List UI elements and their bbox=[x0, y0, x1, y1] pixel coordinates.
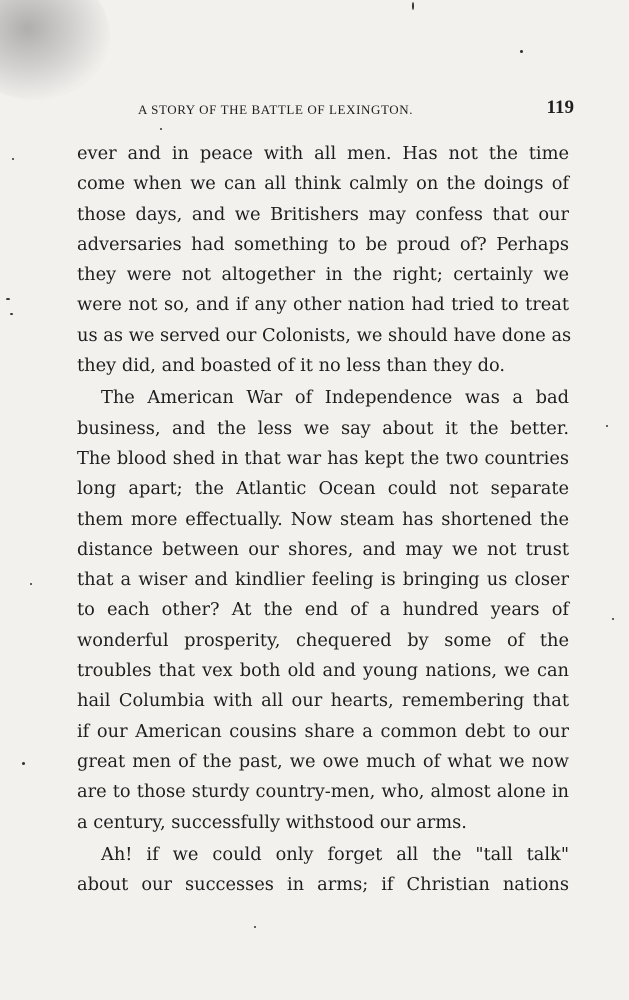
text-line: wonderful prosperity, chequered by some of the bbox=[77, 629, 569, 651]
text-line: to each other? At the end of a hundred years of bbox=[77, 599, 569, 621]
text-line: The blood shed in that war has kept the two countries bbox=[77, 447, 569, 469]
text-line: business, and the less we say about it the better. bbox=[77, 417, 569, 439]
text-line: troubles that vex both old and young nations, we can bbox=[77, 660, 569, 682]
text-line: that a wiser and kindlier feeling is bringing us closer bbox=[77, 569, 569, 591]
running-head bbox=[138, 97, 574, 121]
ink-speck bbox=[10, 313, 13, 315]
text-line: come when we can all think calmly on the doings of bbox=[77, 173, 569, 195]
text-line: about our successes in arms; if Christian nations bbox=[77, 874, 569, 896]
text-line: The American War of Independence was a bad bbox=[101, 387, 569, 409]
text-line: were not so, and if any other nation had tried to treat bbox=[77, 294, 569, 316]
body-text bbox=[77, 139, 572, 900]
text-line: are to those sturdy country-men, who, almost alone in bbox=[77, 781, 569, 803]
ink-speck bbox=[12, 158, 14, 160]
running-head-title: A STORY OF THE BATTLE OF LEXINGTON. bbox=[138, 102, 414, 117]
text-line: they did, and boasted of it no less than they do. bbox=[77, 355, 506, 377]
ink-speck bbox=[254, 926, 256, 928]
text-line: Ah! if we could only forget all the "tall talk" bbox=[101, 843, 569, 865]
text-line: they were not altogether in the right; certainly we bbox=[77, 264, 569, 286]
page-smudge bbox=[0, 0, 110, 100]
ink-speck bbox=[160, 128, 162, 130]
text-line: us as we served our Colonists, we should have done as bbox=[77, 324, 572, 346]
page-number: 119 bbox=[546, 97, 574, 118]
text-line: those days, and we Britishers may confess that our bbox=[77, 203, 569, 225]
text-line: distance between our shores, and may we not trust bbox=[77, 538, 569, 560]
text-line: them more effectually. Now steam has shortened the bbox=[77, 508, 569, 530]
text-line: if our American cousins share a common debt to our bbox=[77, 720, 569, 742]
ink-speck bbox=[520, 50, 523, 53]
text-line: great men of the past, we owe much of what we now bbox=[77, 750, 569, 772]
text-line: adversaries had something to be proud of? Perhaps bbox=[77, 233, 569, 255]
text-line: hail Columbia with all our hearts, remembering that bbox=[77, 690, 569, 712]
text-line: ever and in peace with all men. Has not the time bbox=[77, 143, 569, 164]
text-line: long apart; the Atlantic Ocean could not separate bbox=[77, 478, 569, 500]
ink-speck bbox=[30, 583, 32, 585]
text-line: a century, successfully withstood our arms. bbox=[77, 811, 467, 833]
ink-speck bbox=[412, 2, 414, 10]
ink-speck bbox=[22, 762, 25, 765]
ink-speck bbox=[612, 618, 614, 620]
ink-speck bbox=[606, 425, 608, 427]
ink-speck bbox=[6, 298, 10, 300]
